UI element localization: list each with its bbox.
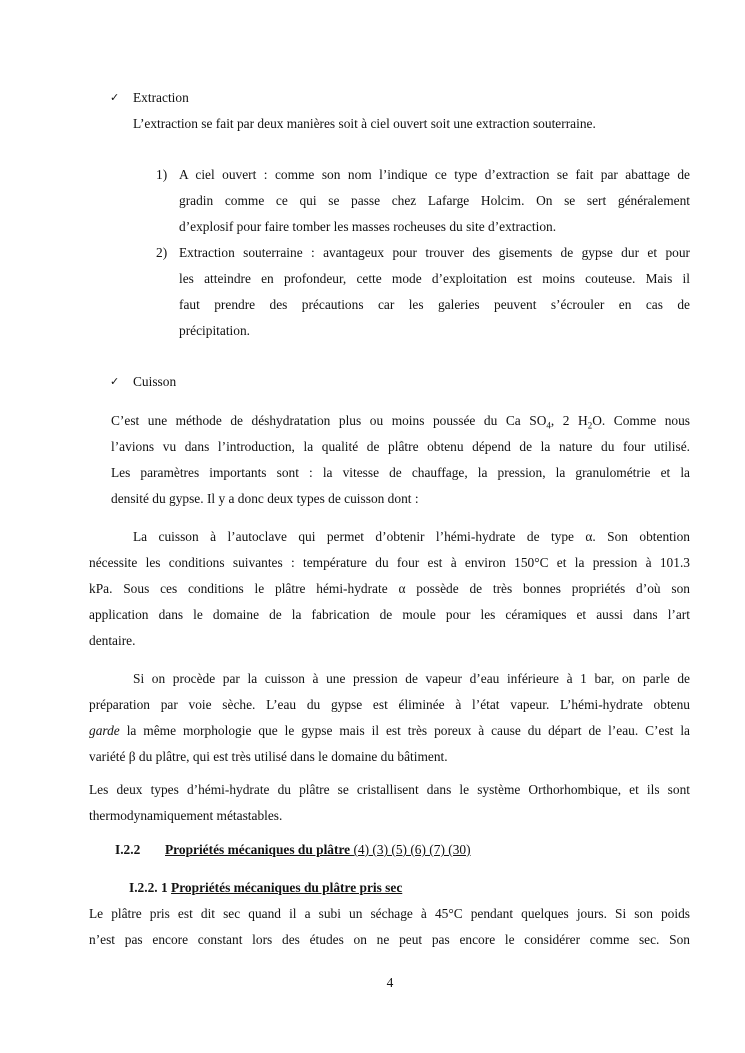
section-heading [165,842,471,858]
extraction-intro: L’extraction se fait par deux manières soit à ciel ouvert soit une extraction souterraine. [133,116,596,131]
paragraph-line: Le plâtre pris est dit sec quand il a subi un séchage à 45°C pendant quelques jours. Si son poids [89,906,690,921]
list-item-line: gradin comme ce qui se passe chez Lafarge Holcim. On se sert généralement [179,193,690,208]
paragraph-line: C’est une méthode de déshydratation plus ou moins poussée du Ca $SO_4$, 2 $H_2O$. Comme nous [111,413,691,431]
list-item-number: 1) [156,167,168,182]
page-number: 4 [386,975,394,990]
section-number: I.2.2 [115,842,141,857]
list-item-number: 2) [156,245,168,260]
paragraph-line: Les deux types d’hémi-hydrate du plâtre se cristallisent dans le système Orthorhombique, et ils sont [89,782,690,797]
list-item-line: les atteindre en profondeur, cette mode d’exploitation est moins couteuse. Mais il [179,271,690,286]
paragraph-line: n’est pas encore constant lors des études on ne peut pas encore le considérer comme sec. Son [89,932,690,947]
paragraph-line: thermodynamiquement métastables. [89,808,283,823]
paragraph-line: Les paramètres importants sont : la vitesse de chauffage, la pression, la granulométrie et la [111,465,690,480]
paragraph-line: dentaire. [89,633,136,648]
list-item-line: d’explosif pour faire tomber les masses rocheuses du site d’extraction. [179,219,557,234]
subsection-heading [129,880,402,896]
list-item-line: A ciel ouvert : comme son nom l’indique ce type d’extraction se fait par abattage de [179,167,690,182]
paragraph-line: variété β du plâtre, qui est très utilisé dans le domaine du bâtiment. [89,749,448,764]
section-title: Propriétés mécaniques du plâtre [165,842,354,857]
cuisson-heading: Cuisson [133,374,177,389]
section-refs: (4) (3) (5) (6) (7) (30) [353,842,471,857]
paragraph-line: kPa. Sous ces conditions le plâtre hémi-hydrate α possède de très bonnes propriétés d’où son [89,581,690,596]
paragraph-line: La cuisson à l’autoclave qui permet d’obtenir l’hémi-hydrate de type α. Son obtention [133,529,690,544]
extraction-heading: Extraction [133,90,189,105]
paragraph-line: Si on procède par la cuisson à une pression de vapeur d’eau inférieure à 1 bar, on parle de [133,671,690,686]
list-item-line: faut prendre des précautions car les galeries peuvent s’écrouler en cas de [179,297,690,312]
paragraph-line: densité du gypse. Il y a donc deux types de cuisson dont : [111,491,419,506]
paragraph-line: application dans le domaine de la fabrication de moule pour les céramiques et aussi dans l’art [89,607,690,622]
paragraph-line: l’avions vu dans l’introduction, la qualité de plâtre obtenu dépend de la nature du four utilisé. [111,439,690,454]
checkmark-icon: ✓ [110,375,120,388]
checkmark-icon: ✓ [110,91,120,104]
paragraph-line: garde la même morphologie que le gypse mais il est très poreux à cause du départ de l’eau. C’est la [89,723,690,738]
paragraph-line: nécessite les conditions suivantes : température du four est à environ 150°C et la pression à 101.3 [89,555,690,570]
list-item-line: Extraction souterraine : avantageux pour trouver des gisements de gypse dur et pour [179,245,690,260]
subsection-number: I.2.2. 1 [129,880,172,895]
subsection-title: Propriétés mécaniques du plâtre pris sec [171,880,403,895]
paragraph-line: préparation par voie sèche. L’eau du gypse est éliminée à l’état vapeur. L’hémi-hydrate obtenu [89,697,690,712]
list-item-line: précipitation. [179,323,251,338]
